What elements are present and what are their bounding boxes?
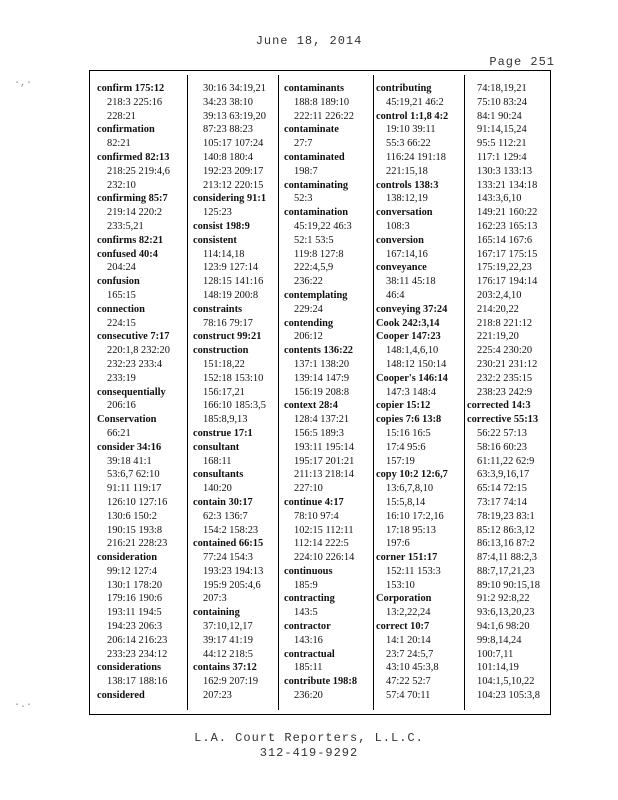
column-divider bbox=[464, 75, 465, 710]
index-page-refs: 119:8 127:8 bbox=[294, 248, 344, 260]
index-headword: contains 37:12 bbox=[193, 662, 257, 674]
page-number: Page 251 bbox=[489, 55, 555, 69]
index-page-refs: 34:23 38:10 bbox=[203, 96, 253, 108]
index-page-refs: 88:7,17,21,23 bbox=[477, 565, 535, 577]
index-page-refs: 102:15 112:11 bbox=[294, 524, 354, 536]
index-headword: contribute 198:8 bbox=[284, 676, 358, 688]
index-column-2 bbox=[193, 82, 266, 703]
index-page-refs: 77:24 154:3 bbox=[203, 552, 253, 564]
index-headword: contained 66:15 bbox=[193, 538, 264, 550]
index-page-refs: 15:5,8,14 bbox=[386, 496, 426, 508]
index-page-refs: 190:15 193:8 bbox=[107, 524, 163, 536]
index-page-refs: 82:21 bbox=[107, 138, 131, 150]
index-page-refs: 17:18 95:13 bbox=[386, 524, 436, 536]
index-page-refs: 140:20 bbox=[203, 483, 232, 495]
index-page-refs: 99:8,14,24 bbox=[477, 634, 522, 646]
index-page-refs: 65:14 72:15 bbox=[477, 483, 527, 495]
index-headword: continue 4:17 bbox=[284, 496, 344, 508]
index-headword: contracting bbox=[284, 593, 335, 605]
index-page-refs: 165:14 167:6 bbox=[477, 234, 533, 246]
index-page-refs: 194:23 206:3 bbox=[107, 621, 163, 633]
index-page-refs: 206:14 216:23 bbox=[107, 634, 168, 646]
index-page-refs: 66:21 bbox=[107, 427, 131, 439]
index-headword: confused 40:4 bbox=[97, 248, 158, 260]
index-page-refs: 232:10 bbox=[107, 179, 136, 191]
index-headword: contaminate bbox=[284, 124, 339, 136]
index-page-refs: 211:13 218:14 bbox=[294, 469, 354, 481]
index-headword: contents 136:22 bbox=[284, 345, 353, 357]
index-page-refs: 148:19 200:8 bbox=[203, 289, 259, 301]
index-headword: constraints bbox=[193, 303, 243, 315]
index-page-refs: 157:19 bbox=[386, 455, 415, 467]
index-page-refs: 221:19,20 bbox=[477, 331, 519, 343]
index-headword: construction bbox=[193, 345, 249, 357]
index-page-refs: 165:15 bbox=[107, 289, 136, 301]
index-headword: continuous bbox=[284, 565, 333, 577]
index-page-refs: 233:19 bbox=[107, 372, 136, 384]
index-headword: control 1:1,8 4:2 bbox=[376, 110, 449, 122]
index-page-refs: 17:4 95:6 bbox=[386, 441, 426, 453]
index-headword: confirm 175:12 bbox=[97, 83, 165, 94]
index-page-refs: 108:3 bbox=[386, 220, 410, 232]
index-page-refs: 233:5,21 bbox=[107, 220, 144, 232]
index-page-refs: 185:11 bbox=[294, 662, 323, 674]
index-page-refs: 89:10 90:15,18 bbox=[477, 579, 540, 591]
index-page-refs: 14:1 20:14 bbox=[386, 634, 431, 646]
index-column-3 bbox=[284, 82, 357, 703]
index-page-refs: 125:23 bbox=[203, 207, 232, 219]
index-page-refs: 203:2,4,10 bbox=[477, 289, 522, 301]
index-page-refs: 93:6,13,20,23 bbox=[477, 607, 535, 619]
index-page-refs: 185:8,9,13 bbox=[203, 414, 248, 426]
index-page-refs: 84:1 90:24 bbox=[477, 110, 522, 122]
index-column-5 bbox=[467, 82, 540, 703]
index-page-refs: 112:14 222:5 bbox=[294, 538, 349, 550]
index-page-refs: 104:23 105:3,8 bbox=[477, 690, 540, 702]
index-page-refs: 147:3 148:4 bbox=[386, 386, 436, 398]
column-divider bbox=[373, 75, 374, 710]
index-page-refs: 137:1 138:20 bbox=[294, 358, 350, 370]
footer-company: L.A. Court Reporters, L.L.C. bbox=[194, 731, 424, 745]
index-headword: contain 30:17 bbox=[193, 496, 253, 508]
index-page-refs: 91:2 92:8,22 bbox=[477, 593, 530, 605]
index-page-refs: 128:15 141:16 bbox=[203, 276, 264, 288]
index-headword: consideration bbox=[97, 552, 158, 564]
index-page-refs: 45:19,22 46:3 bbox=[294, 220, 352, 232]
index-headword: consistent bbox=[193, 234, 237, 246]
index-page-refs: 38:11 45:18 bbox=[386, 276, 436, 288]
index-page-refs: 148:12 150:14 bbox=[386, 358, 447, 370]
index-headword: context 28:4 bbox=[284, 400, 338, 412]
index-page-refs: 154:2 158:23 bbox=[203, 524, 259, 536]
index-page-refs: 140:8 180:4 bbox=[203, 151, 253, 163]
index-page-refs: 214:20,22 bbox=[477, 303, 519, 315]
index-page-refs: 229:24 bbox=[294, 303, 323, 315]
index-headword: considerations bbox=[97, 662, 162, 674]
index-page-refs: 224:10 226:14 bbox=[294, 552, 355, 564]
index-page-refs: 126:10 127:16 bbox=[107, 496, 168, 508]
index-page-refs: 47:22 52:7 bbox=[386, 676, 431, 688]
index-page-refs: 206:16 bbox=[107, 400, 136, 412]
index-headword: Cooper 147:23 bbox=[376, 331, 441, 343]
index-page-refs: 37:10,12,17 bbox=[203, 621, 253, 633]
margin-mark-bottom: ·.· bbox=[14, 700, 33, 711]
index-page-refs: 192:23 209:17 bbox=[203, 165, 264, 177]
index-page-refs: 105:17 107:24 bbox=[203, 138, 264, 150]
index-headword: contending bbox=[284, 317, 334, 329]
index-headword: confusion bbox=[97, 276, 140, 288]
index-page-refs: 156:5 189:3 bbox=[294, 427, 344, 439]
index-page-refs: 143:5 bbox=[294, 607, 318, 619]
index-headword: conversion bbox=[376, 234, 424, 246]
index-page-refs: 238:23 242:9 bbox=[477, 386, 533, 398]
index-page-refs: 57:4 70:11 bbox=[386, 690, 431, 702]
index-page-refs: 13:2,22,24 bbox=[386, 607, 431, 619]
index-page-refs: 78:10 97:4 bbox=[294, 510, 339, 522]
index-page-refs: 44:12 218:5 bbox=[203, 648, 253, 660]
index-page-refs: 213:12 220:15 bbox=[203, 179, 264, 191]
index-headword: confirmed 82:13 bbox=[97, 151, 170, 163]
index-page-refs: 78:19,23 83:1 bbox=[477, 510, 535, 522]
index-headword: construe 17:1 bbox=[193, 427, 253, 439]
index-page-refs: 216:21 228:23 bbox=[107, 538, 168, 550]
index-headword: consist 198:9 bbox=[193, 220, 250, 232]
index-headword: contributing bbox=[376, 83, 432, 94]
index-page-refs: 232:23 233:4 bbox=[107, 358, 163, 370]
index-page-refs: 85:12 86:3,12 bbox=[477, 524, 535, 536]
index-headword: considered bbox=[97, 690, 145, 702]
index-page-refs: 167:14,16 bbox=[386, 248, 428, 260]
column-divider bbox=[278, 75, 279, 710]
index-page-refs: 43:10 45:3,8 bbox=[386, 662, 439, 674]
index-headword: confirms 82:21 bbox=[97, 234, 164, 246]
index-headword: confirmation bbox=[97, 124, 155, 136]
index-page-refs: 39:13 63:19,20 bbox=[203, 110, 266, 122]
index-page-refs: 138:12,19 bbox=[386, 193, 428, 205]
index-page-refs: 114:14,18 bbox=[203, 248, 245, 260]
index-page-refs: 149:21 160:22 bbox=[477, 207, 538, 219]
index-page-refs: 143:3,6,10 bbox=[477, 193, 522, 205]
index-page-refs: 220:1,8 232:20 bbox=[107, 345, 170, 357]
index-page-refs: 162:9 207:19 bbox=[203, 676, 259, 688]
index-page-refs: 225:4 230:20 bbox=[477, 345, 533, 357]
index-page-refs: 58:16 60:23 bbox=[477, 441, 527, 453]
index-page-refs: 195:9 205:4,6 bbox=[203, 579, 261, 591]
index-page-refs: 116:24 191:18 bbox=[386, 151, 446, 163]
index-page-refs: 156:17,21 bbox=[203, 386, 245, 398]
index-headword: copy 10:2 12:6,7 bbox=[376, 469, 448, 481]
index-page-refs: 206:12 bbox=[294, 331, 323, 343]
index-page-refs: 193:11 195:14 bbox=[294, 441, 354, 453]
index-headword: contaminating bbox=[284, 179, 349, 191]
index-headword: consider 34:16 bbox=[97, 441, 162, 453]
index-page-refs: 39:18 41:1 bbox=[107, 455, 152, 467]
index-headword: copier 15:12 bbox=[376, 400, 431, 412]
index-headword: corner 151:17 bbox=[376, 552, 438, 564]
index-page-refs: 15:16 16:5 bbox=[386, 427, 431, 439]
index-page-refs: 188:8 189:10 bbox=[294, 96, 350, 108]
index-page-refs: 130:6 150:2 bbox=[107, 510, 157, 522]
index-page-refs: 232:2 235:15 bbox=[477, 372, 533, 384]
index-page-refs: 227:10 bbox=[294, 483, 323, 495]
index-page-refs: 123:9 127:14 bbox=[203, 262, 259, 274]
index-page-refs: 175:19,22,23 bbox=[477, 262, 532, 274]
index-page-refs: 99:12 127:4 bbox=[107, 565, 157, 577]
index-page-refs: 91:14,15,24 bbox=[477, 124, 527, 136]
index-page-refs: 233:23 234:12 bbox=[107, 648, 168, 660]
index-page-refs: 27:7 bbox=[294, 138, 313, 150]
index-page-refs: 236:22 bbox=[294, 276, 323, 288]
index-column-4 bbox=[376, 82, 448, 703]
index-page-refs: 23:7 24:5,7 bbox=[386, 648, 434, 660]
index-page-refs: 219:14 220:2 bbox=[107, 207, 163, 219]
index-page-refs: 55:3 66:22 bbox=[386, 138, 431, 150]
index-page-refs: 52:1 53:5 bbox=[294, 234, 334, 246]
index-page-refs: 19:10 39:11 bbox=[386, 124, 436, 136]
index-page-refs: 74:18,19,21 bbox=[477, 83, 527, 94]
index-page-refs: 75:10 83:24 bbox=[477, 96, 527, 108]
index-headword: Corporation bbox=[376, 593, 432, 605]
index-page-refs: 56:22 57:13 bbox=[477, 427, 527, 439]
index-headword: consultant bbox=[193, 441, 240, 453]
index-page-refs: 221:15,18 bbox=[386, 165, 428, 177]
index-page-refs: 13:6,7,8,10 bbox=[386, 483, 434, 495]
index-page-refs: 153:10 bbox=[386, 579, 415, 591]
index-page-refs: 87:23 88:23 bbox=[203, 124, 253, 136]
index-page-refs: 218:8 221:12 bbox=[477, 317, 533, 329]
index-page-refs: 73:17 74:14 bbox=[477, 496, 527, 508]
index-page-refs: 151:18,22 bbox=[203, 358, 245, 370]
index-headword: consecutive 7:17 bbox=[97, 331, 170, 343]
index-column-1 bbox=[97, 82, 170, 703]
index-page-refs: 143:16 bbox=[294, 634, 323, 646]
footer-phone: 312-419-9292 bbox=[259, 746, 359, 760]
index-page-refs: 195:17 201:21 bbox=[294, 455, 355, 467]
index-headword: contractual bbox=[284, 648, 335, 660]
index-page-refs: 46:4 bbox=[386, 289, 405, 301]
index-headword: contemplating bbox=[284, 289, 348, 301]
index-page-refs: 168:11 bbox=[203, 455, 232, 467]
index-headword: corrective 55:13 bbox=[467, 414, 539, 426]
index-page-refs: 91:11 119:17 bbox=[107, 483, 162, 495]
index-page-refs: 94:1,6 98:20 bbox=[477, 621, 530, 633]
index-page-refs: 152:11 153:3 bbox=[386, 565, 441, 577]
index-page-refs: 197:6 bbox=[386, 538, 410, 550]
index-page-refs: 61:11,22 62:9 bbox=[477, 455, 535, 467]
page-header-date: June 18, 2014 bbox=[255, 34, 363, 48]
index-headword: controls 138:3 bbox=[376, 179, 439, 191]
index-page-refs: 128:4 137:21 bbox=[294, 414, 350, 426]
index-page-refs: 62:3 136:7 bbox=[203, 510, 248, 522]
index-headword: corrected 14:3 bbox=[467, 400, 531, 412]
index-headword: considering 91:1 bbox=[193, 193, 267, 205]
index-page-refs: 152:18 153:10 bbox=[203, 372, 264, 384]
index-page-refs: 193:23 194:13 bbox=[203, 565, 264, 577]
index-headword: consultants bbox=[193, 469, 244, 481]
index-page-refs: 117:1 129:4 bbox=[477, 151, 527, 163]
index-page-refs: 222:11 226:22 bbox=[294, 110, 354, 122]
index-headword: Conservation bbox=[97, 414, 157, 426]
index-headword: contractor bbox=[284, 621, 331, 633]
index-page-refs: 30:16 34:19,21 bbox=[203, 83, 266, 94]
index-page-refs: 101:14,19 bbox=[477, 662, 519, 674]
index-page-refs: 95:5 112:21 bbox=[477, 138, 527, 150]
column-divider bbox=[187, 75, 188, 710]
index-page-refs: 130:3 133:13 bbox=[477, 165, 533, 177]
index-page-refs: 166:10 185:3,5 bbox=[203, 400, 266, 412]
index-page-refs: 156:19 208:8 bbox=[294, 386, 350, 398]
index-page-refs: 230:21 231:12 bbox=[477, 358, 538, 370]
index-page-refs: 162:23 165:13 bbox=[477, 220, 538, 232]
index-page-refs: 130:1 178:20 bbox=[107, 579, 163, 591]
index-page-refs: 63:3,9,16,17 bbox=[477, 469, 530, 481]
index-page-refs: 193:11 194:5 bbox=[107, 607, 162, 619]
index-headword: contaminants bbox=[284, 83, 345, 94]
index-headword: contaminated bbox=[284, 151, 345, 163]
index-page-refs: 45:19,21 46:2 bbox=[386, 96, 444, 108]
index-headword: conveying 37:24 bbox=[376, 303, 448, 315]
index-headword: construct 99:21 bbox=[193, 331, 262, 343]
index-page-refs: 53:6,7 62:10 bbox=[107, 469, 160, 481]
index-page-refs: 104:1,5,10,22 bbox=[477, 676, 535, 688]
index-headword: consequentially bbox=[97, 386, 166, 398]
index-page-refs: 207:23 bbox=[203, 690, 232, 702]
index-page-refs: 218:25 219:4,6 bbox=[107, 165, 170, 177]
index-page-refs: 86:13,16 87:2 bbox=[477, 538, 535, 550]
index-page-refs: 138:17 188:16 bbox=[107, 676, 168, 688]
index-headword: confirming 85:7 bbox=[97, 193, 168, 205]
index-headword: connection bbox=[97, 303, 145, 315]
index-headword: conveyance bbox=[376, 262, 427, 274]
index-page-refs: 133:21 134:18 bbox=[477, 179, 538, 191]
index-page-refs: 167:17 175:15 bbox=[477, 248, 538, 260]
index-page-refs: 204:24 bbox=[107, 262, 136, 274]
margin-mark-top: ·,· bbox=[14, 78, 33, 89]
index-headword: correct 10:7 bbox=[376, 621, 430, 633]
index-page-refs: 39:17 41:19 bbox=[203, 634, 253, 646]
index-page-refs: 16:10 17:2,16 bbox=[386, 510, 444, 522]
index-page-refs: 207:3 bbox=[203, 593, 227, 605]
index-page-refs: 222:4,5,9 bbox=[294, 262, 334, 274]
index-page-refs: 224:15 bbox=[107, 317, 136, 329]
index-page-refs: 148:1,4,6,10 bbox=[386, 345, 439, 357]
index-page-refs: 100:7,11 bbox=[477, 648, 514, 660]
index-page-refs: 176:17 194:14 bbox=[477, 276, 538, 288]
index-page-refs: 52:3 bbox=[294, 193, 313, 205]
index-table bbox=[89, 70, 551, 715]
index-page-refs: 218:3 225:16 bbox=[107, 96, 163, 108]
index-page-refs: 179:16 190:6 bbox=[107, 593, 163, 605]
index-page-refs: 236:20 bbox=[294, 690, 323, 702]
index-headword: contamination bbox=[284, 207, 349, 219]
index-headword: Cooper's 146:14 bbox=[376, 372, 448, 384]
index-headword: containing bbox=[193, 607, 240, 619]
index-page-refs: 87:4,11 88:2,3 bbox=[477, 552, 537, 564]
index-page-refs: 185:9 bbox=[294, 579, 318, 591]
index-headword: copies 7:6 13:8 bbox=[376, 414, 442, 426]
index-page-refs: 139:14 147:9 bbox=[294, 372, 350, 384]
index-page-refs: 228:21 bbox=[107, 110, 136, 122]
index-headword: conversation bbox=[376, 207, 433, 219]
index-headword: Cook 242:3,14 bbox=[376, 317, 440, 329]
index-page-refs: 198:7 bbox=[294, 165, 318, 177]
index-page-refs: 78:16 79:17 bbox=[203, 317, 253, 329]
